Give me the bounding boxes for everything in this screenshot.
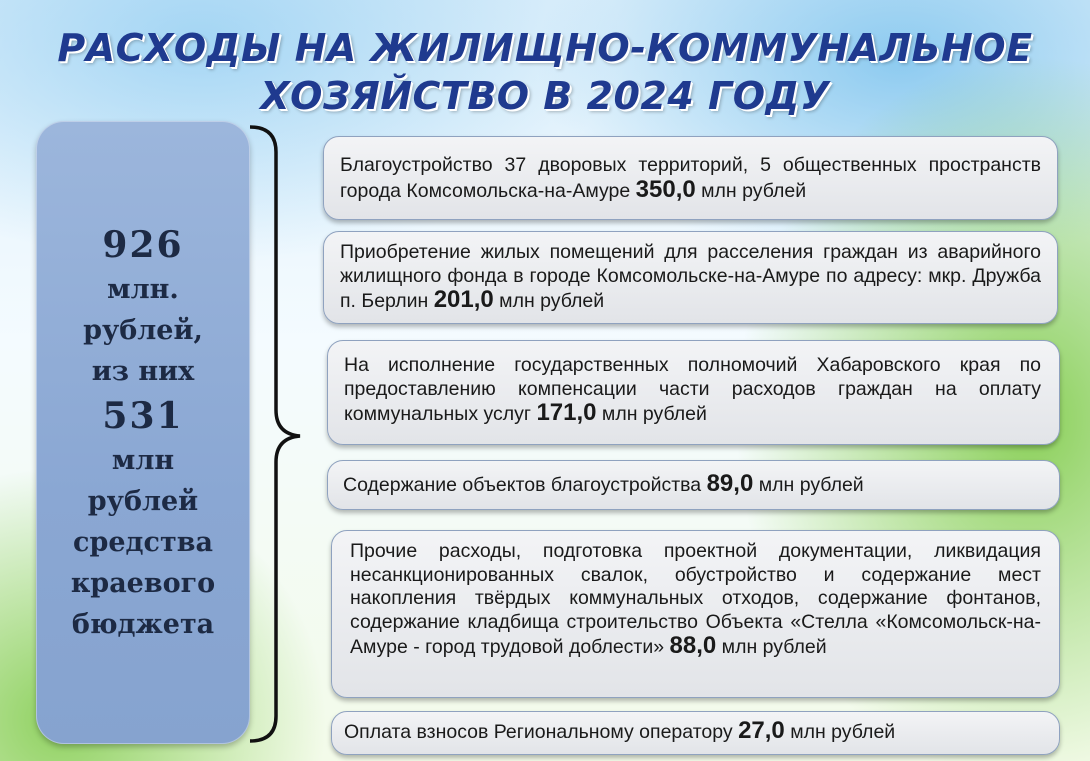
source-text-3: бюджета: [71, 608, 215, 640]
expense-card-2: [323, 231, 1058, 324]
total-unit-1: млн.: [107, 273, 179, 305]
connector-text: из них: [91, 355, 195, 387]
expense-text: Содержание объектов благоустройства: [343, 474, 702, 496]
source-text-1: средства: [73, 526, 213, 558]
expense-text: На исполнение государственных полномочий Хабаровского края по предоставлению компенсации части расходов граждан на оплату коммунальных услуг: [344, 354, 1041, 425]
curly-brace-icon: [248, 124, 308, 744]
expense-amount: 171,0: [536, 399, 597, 426]
expense-amount: 27,0: [738, 717, 785, 744]
total-unit-2: рублей,: [83, 314, 203, 346]
expense-unit: млн рублей: [701, 179, 807, 202]
expense-unit: млн рублей: [758, 474, 864, 496]
expense-card-6: [331, 711, 1060, 755]
expense-amount: 350,0: [635, 175, 696, 203]
expense-unit: млн рублей: [790, 721, 896, 743]
expense-unit: млн рублей: [499, 290, 605, 312]
regional-unit-2: рублей: [87, 485, 199, 517]
expense-unit: млн рублей: [601, 403, 707, 425]
expense-card-4: [327, 460, 1060, 510]
regional-unit-1: млн: [111, 444, 175, 476]
expense-amount: 201,0: [433, 286, 494, 313]
expense-text: Прочие расходы, подготовка проектной документации, ликвидация несанкционированных свалок, обустройство и содержание мест накопления твёрдых коммунальных отходов, содержание фонтанов, содержание кладбища строительство Объекта «Стелла «Комсомольск-на-Амуре - город трудовой доблести»: [350, 540, 1041, 658]
expense-amount: 89,0: [706, 470, 754, 497]
total-value: 926: [102, 223, 184, 266]
source-text-2: краевого: [70, 567, 216, 599]
title-line-2: ХОЗЯЙСТВО В 2024 ГОДУ: [260, 74, 830, 118]
expense-text: Благоустройство 37 дворовых территорий, 5 общественных пространств города Комсомольска-на-Амуре: [340, 154, 1041, 202]
expense-amount: 88,0: [669, 632, 717, 659]
expense-text: Оплата взносов Региональному оператору: [344, 721, 733, 743]
summary-panel: [36, 121, 250, 744]
title-line-1: РАСХОДЫ НА ЖИЛИЩНО-КОММУНАЛЬНОЕ: [57, 26, 1033, 70]
regional-value: 531: [102, 394, 184, 437]
expense-card-1: [323, 136, 1058, 220]
expense-card-3: [327, 340, 1060, 445]
expense-card-5: [331, 530, 1060, 698]
expense-unit: млн рублей: [721, 636, 827, 658]
expense-text: Приобретение жилых помещений для расселения граждан из аварийного жилищного фонда в городе Комсомольске-на-Амуре по адресу: мкр. Дружба п. Берлин: [340, 241, 1041, 312]
page-title: [0, 24, 1090, 120]
